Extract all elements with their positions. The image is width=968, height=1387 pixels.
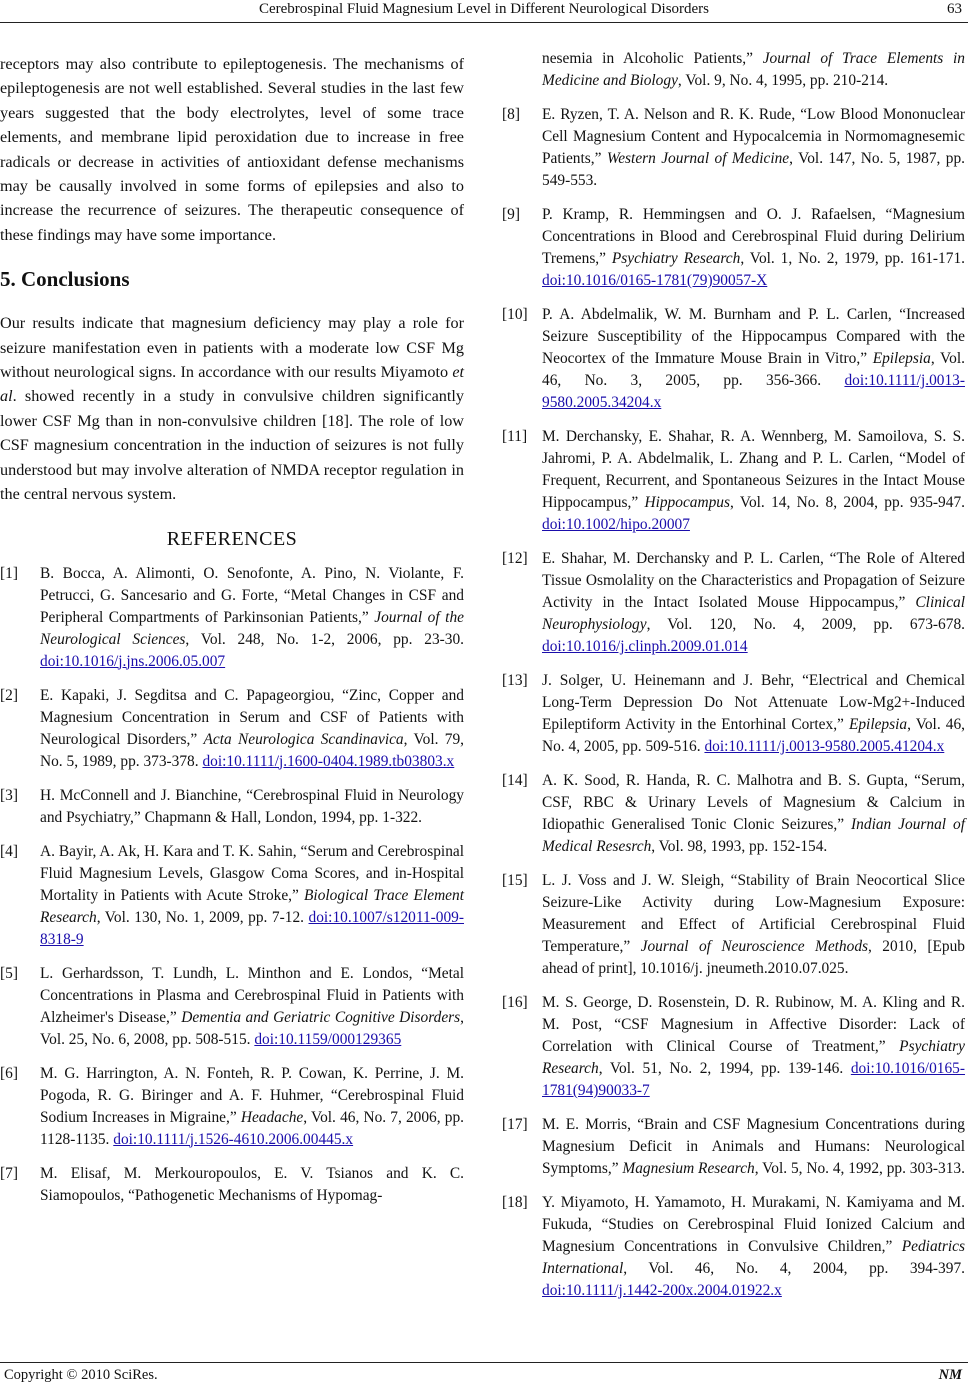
reference-item bbox=[502, 870, 965, 980]
reference-text: P. Kramp, R. Hemmingsen and O. J. Rafaelsen, “Magnesium Concentrations in Blood and Cerebrospinal Fluid during Delirium Tremens,” Psychiatry Research, Vol. 1, No. 2, 1979, pp. 161-171. doi:10.1016/0165-1781(79)90057-X bbox=[542, 206, 965, 289]
reference-text: E. Kapaki, J. Segditsa and C. Papageorgiou, “Zinc, Copper and Magnesium Concentration in Serum and CSF of Patients with Neurological Disorders,” Acta Neurologica Scandinavica, Vol. 79, No. 5, 1989, pp. 373-378. doi:10.1111/j.1600-0404.1989.tb03803.x bbox=[40, 686, 465, 770]
reference-text: P. A. Abdelmalik, W. M. Burnham and P. L. Carlen, “Increased Seizure Susceptibility of the Hippocampus Compared with the Neocortex of the Immature Mouse Brain in Vitro,” Epilepsia, Vol. 46, No. 3, 2005, pp. 356-366. doi:10.1111/j.0013-9580.2005.34204.x bbox=[542, 306, 965, 411]
reference-number: [10] bbox=[502, 306, 528, 323]
reference-number: [4] bbox=[0, 842, 18, 860]
copyright: Copyright © 2010 SciRes. bbox=[4, 1367, 158, 1383]
reference-journal: Dementia and Geriatric Cognitive Disorders bbox=[181, 1008, 461, 1026]
reference-number: [7] bbox=[0, 1164, 18, 1182]
references-list-right bbox=[502, 104, 965, 1302]
reference-journal: Clinical Neurophysiology bbox=[542, 594, 965, 633]
reference-item bbox=[502, 204, 965, 292]
doi-link[interactable]: doi:10.1016/0165-1781(94)90033-7 bbox=[542, 1060, 965, 1099]
reference-item bbox=[0, 1163, 464, 1207]
reference-item bbox=[0, 963, 464, 1051]
references-heading: REFERENCES bbox=[166, 527, 298, 550]
reference-text: nesemia in Alcoholic Patients,” Journal of Trace Elements in Medicine and Biology, Vol. 9, No. 4, 1995, pp. 210-214. bbox=[542, 50, 966, 89]
doi-link[interactable]: doi:10.1111/j.1442-200x.2004.01922.x bbox=[542, 1282, 782, 1299]
reference-number: [1] bbox=[0, 564, 18, 582]
conclusions-text-1: Our results indicate that magnesium deficiency may play a role for seizure manifestation even in patients with a moderate low CSF Mg without neurological signs. In accordance with our results Miyamoto bbox=[0, 314, 464, 382]
running-title: Cerebrospinal Fluid Magnesium Level in Different Neurological Disorders bbox=[258, 1, 710, 17]
reference-text: M. Derchansky, E. Shahar, R. A. Wennberg, M. Samoilova, S. S. Jahromi, P. A. Abdelmalik, L. Zhang and P. L. Carlen, “Model of Frequent, Recurrent, and Spontaneous Seizures in the Intact Mouse Hippocampus,” Hippocampus, Vol. 14, No. 8, 2004, pp. 935-947. doi:10.1002/hipo.20007 bbox=[542, 428, 965, 533]
intro-paragraph: receptors may also contribute to epileptogenesis. The mechanisms of epileptogenesis are not well established. Several studies in the last few years suggested that the body electrolytes, level of some trace elements, and membrane lipid peroxidation due to increase in free radicals or decrease in activities of antioxidant defense mechanisms may be causally involved in some forms of epilepsies and also to increase the recurrence of seizures. The therapeutic consequence of these findings may have some importance. bbox=[0, 55, 464, 244]
doi-link[interactable]: doi:10.1002/hipo.20007 bbox=[542, 516, 690, 533]
reference-item bbox=[502, 304, 965, 414]
reference-number: [9] bbox=[502, 206, 520, 223]
reference-text: H. McConnell and J. Bianchine, “Cerebrospinal Fluid in Neurology and Psychiatry,” Chapmann & Hall, London, 1994, pp. 1-322. bbox=[40, 786, 464, 826]
reference-text: B. Bocca, A. Alimonti, O. Senofonte, A. Pino, N. Violante, F. Petrucci, G. Sancesario and G. Forte, “Metal Changes in CSF and Peripheral Compartments of Parkinsonian Patients,” Journal of the Neurological Sciences, Vol. 248, No. 1-2, 2006, pp. 23-30. doi:10.1016/j.jns.2006.05.007 bbox=[40, 564, 464, 670]
reference-item bbox=[502, 104, 965, 192]
reference-item bbox=[502, 426, 965, 536]
reference-text: E. Shahar, M. Derchansky and P. L. Carlen, “The Role of Altered Tissue Osmolality on the Characteristics and Propagation of Seizure Activity in the Intact Isolated Mouse Hippocampus,” Clinical Neurophysiology, Vol. 120, No. 4, 2009, pp. 673-678. doi:10.1016/j.clinph.2009.01.014 bbox=[542, 550, 965, 655]
conclusions-text-2: . showed recently in a study in convulsive children significantly lower CSF Mg than in non-convulsive children [18]. The role of low CSF magnesium concentration in the induction of seizures is not fully understood but may involve alteration of NMDA receptor regulation in the central nervous system. bbox=[0, 387, 464, 504]
reference-item bbox=[0, 563, 464, 673]
page-header bbox=[0, 0, 968, 23]
page-number: 63 bbox=[947, 1, 962, 17]
reference-item bbox=[502, 1114, 965, 1180]
reference-number: [6] bbox=[0, 1064, 18, 1082]
reference-journal: Magnesium Research bbox=[622, 1160, 755, 1177]
reference-journal: Headache bbox=[240, 1108, 304, 1126]
doi-link[interactable]: doi:10.1111/j.1526-4610.2006.00445.x bbox=[113, 1130, 354, 1148]
reference-journal: Epilepsia bbox=[848, 716, 908, 733]
reference-journal: Journal of the Neurological Sciences bbox=[40, 608, 464, 648]
doi-link[interactable]: doi:10.1007/s12011-009-8318-9 bbox=[40, 908, 464, 948]
reference-text: M. G. Harrington, A. N. Fonteh, R. P. Cowan, K. Perrine, J. M. Pogoda, R. G. Biringer and A. F. Huhmer, “Cerebrospinal Fluid Sodium Increases in Migraine,” Headache, Vol. 46, No. 7, 2006, pp. 1128-1135. doi:10.1111/j.1526-4610.2006.00445.x bbox=[40, 1064, 464, 1148]
reference-number: [18] bbox=[502, 1194, 528, 1211]
reference-item bbox=[0, 785, 464, 829]
reference-text: A. Bayir, A. Ak, H. Kara and T. K. Sahin, “Serum and Cerebrospinal Fluid Magnesium Levels, Glasgow Coma Scores, and in-Hospital Mortality in Patients with Acute Stroke,” Biological Trace Element Research, Vol. 130, No. 1, 2009, pp. 7-12. doi:10.1007/s12011-009-8318-9 bbox=[40, 842, 464, 948]
references-list-left bbox=[0, 563, 464, 1207]
reference-item bbox=[502, 770, 965, 858]
reference-text: M. S. George, D. Rosenstein, D. R. Rubinow, M. A. Kling and R. M. Post, “CSF Magnesium in Affective Disorder: Lack of Correlation with Clinical Course of Treatment,” Psychiatry Research, Vol. 51, No. 2, 1994, pp. 139-146. doi:10.1016/0165-1781(94)90033-7 bbox=[542, 994, 965, 1099]
reference-number: [17] bbox=[502, 1116, 528, 1133]
reference-number: [13] bbox=[502, 672, 528, 689]
reference-journal: Epilepsia bbox=[872, 350, 931, 367]
reference-number: [14] bbox=[502, 772, 528, 789]
reference-text: L. Gerhardsson, T. Lundh, L. Minthon and E. Londos, “Metal Concentrations in Plasma and Cerebrospinal Fluid in Patients with Alzheimer's Disease,” Dementia and Geriatric Cognitive Disorders, Vol. 25, No. 6, 2008, pp. 508-515. doi:10.1159/000129365 bbox=[40, 964, 464, 1048]
reference-item bbox=[0, 841, 464, 951]
reference-number: [11] bbox=[502, 428, 528, 445]
reference-item bbox=[502, 992, 965, 1102]
reference-journal: Acta Neurologica Scandinavica bbox=[203, 730, 404, 748]
reference-journal: Western Journal of Medicine bbox=[606, 150, 790, 167]
doi-link[interactable]: doi:10.1016/0165-1781(79)90057-X bbox=[542, 272, 768, 289]
reference-item bbox=[0, 1063, 464, 1151]
reference-number: [3] bbox=[0, 786, 18, 804]
reference-journal: Pediatrics International bbox=[542, 1238, 965, 1277]
reference-item bbox=[502, 548, 965, 658]
reference-text: M. E. Morris, “Brain and CSF Magnesium Concentrations during Magnesium Deficit in Animals and Humans: Neurological Symptoms,” Magnesium Research, Vol. 5, No. 4, 1992, pp. 303-313. bbox=[542, 1116, 965, 1177]
reference-number: [2] bbox=[0, 686, 18, 704]
doi-link[interactable]: doi:10.1016/j.jns.2006.05.007 bbox=[40, 652, 226, 670]
reference-text: E. Ryzen, T. A. Nelson and R. K. Rude, “Low Blood Mononuclear Cell Magnesium Content and Hypocalcemia in Normomagnesemic Patients,” Western Journal of Medicine, Vol. 147, No. 5, 1987, pp. 549-553. bbox=[542, 106, 966, 189]
reference-journal: Indian Journal of Medical Resesrch bbox=[542, 816, 965, 855]
reference-text: J. Solger, U. Heinemann and J. Behr, “Electrical and Chemical Long-Term Depression Do Not Attenuate Low-Mg2+-Induced Epileptiform Activity in the Entorhinal Cortex,” Epilepsia, Vol. 46, No. 4, 2005, pp. 509-516. doi:10.1111/j.0013-9580.2005.41204.x bbox=[542, 672, 965, 755]
reference-text: M. Elisaf, M. Merkouropoulos, E. V. Tsianos and K. C. Siamopoulos, “Pathogenetic Mechanisms of Hypomag- bbox=[40, 1164, 464, 1204]
reference-text: A. K. Sood, R. Handa, R. C. Malhotra and B. S. Gupta, “Serum, CSF, RBC & Urinary Levels of Magnesium & Calcium in Idiopathic Generalised Tonic Clonic Seizures,” Indian Journal of Medical Resesrch, Vol. 98, 1993, pp. 152-154. bbox=[542, 772, 965, 855]
right-column bbox=[502, 48, 965, 1314]
reference-number: [15] bbox=[502, 872, 528, 889]
doi-link[interactable]: doi:10.1016/j.clinph.2009.01.014 bbox=[542, 638, 748, 655]
reference-number: [5] bbox=[0, 964, 18, 982]
reference-journal: Biological Trace Element Research bbox=[40, 886, 464, 926]
reference-item bbox=[502, 1192, 965, 1302]
page-footer bbox=[0, 1362, 968, 1387]
conclusions-heading: 5. Conclusions bbox=[0, 267, 130, 292]
reference-item bbox=[0, 685, 464, 773]
reference-7-continuation bbox=[502, 48, 965, 92]
conclusions-etal: et al bbox=[0, 363, 464, 406]
reference-journal: Psychiatry Research bbox=[611, 250, 741, 267]
reference-number: [12] bbox=[502, 550, 528, 567]
doi-link[interactable]: doi:10.1111/j.0013-9580.2005.41204.x bbox=[704, 738, 945, 755]
doi-link[interactable]: doi:10.1159/000129365 bbox=[254, 1030, 402, 1048]
conclusions-paragraph bbox=[0, 311, 464, 506]
journal-abbrev: NM bbox=[938, 1367, 962, 1383]
reference-journal: Hippocampus bbox=[644, 494, 730, 511]
reference-journal: Psychiatry Research bbox=[542, 1038, 965, 1077]
reference-text: L. J. Voss and J. W. Sleigh, “Stability of Brain Neocortical Slice Seizure-Like Activity during Low-Magnesium Exposure: Measurement and Effect of Artificial Cerebrospinal Fluid Temperature,” Journal of Neuroscience Methods, 2010, [Epub ahead of print], 10.1016/j. jneumeth.2010.07.025. bbox=[542, 872, 965, 977]
reference-text: Y. Miyamoto, H. Yamamoto, H. Murakami, N. Kamiyama and M. Fukuda, “Studies on Cerebrospinal Fluid Ionized Calcium and Magnesium Concentrations in Convulsive Children,” Pediatrics International, Vol. 46, No. 4, 2004, pp. 394-397. doi:10.1111/j.1442-200x.2004.01922.x bbox=[542, 1194, 965, 1299]
doi-link[interactable]: doi:10.1111/j.1600-0404.1989.tb03803.x bbox=[202, 752, 455, 770]
reference-number: [8] bbox=[502, 106, 520, 123]
reference-number: [16] bbox=[502, 994, 528, 1011]
left-column bbox=[0, 52, 464, 1219]
reference-journal: Journal of Neuroscience Methods bbox=[640, 938, 869, 955]
reference-journal: Journal of Trace Elements in Medicine and Biology bbox=[542, 50, 966, 89]
reference-item bbox=[502, 670, 965, 758]
doi-link[interactable]: doi:10.1111/j.0013-9580.2005.34204.x bbox=[542, 372, 965, 411]
